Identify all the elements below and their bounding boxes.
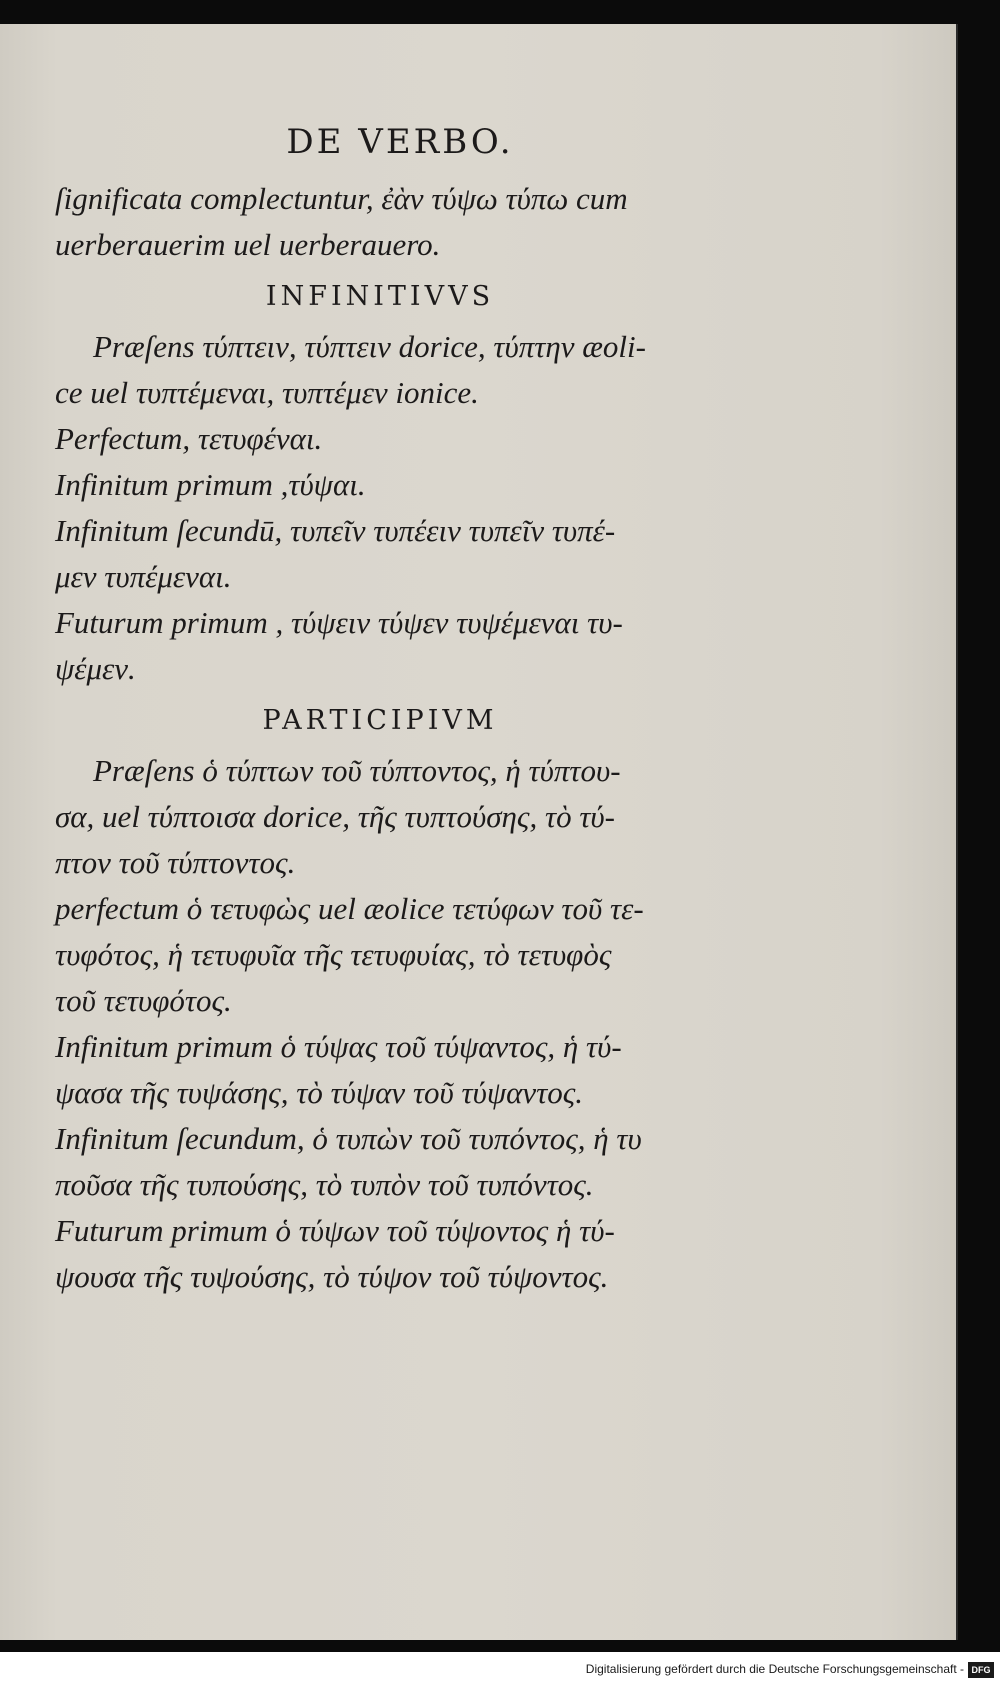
digitization-footer bbox=[0, 1652, 1000, 1682]
text-line: μεν τυπέμεναι. bbox=[55, 559, 232, 594]
text-line: Futurum primum ὁ τύψων τοῦ τύψοντος ἡ τύ- bbox=[55, 1213, 615, 1248]
text-line: Infinitum primum ὁ τύψας τοῦ τύψαντος, ἡ τύ- bbox=[55, 1029, 622, 1064]
text-line: τοῦ τετυφότος. bbox=[55, 983, 232, 1018]
text-line: ψουσα τῆς τυψούσης, τὸ τύψον τοῦ τύψοντος. bbox=[55, 1259, 609, 1294]
text-line: τυφότος, ἡ τετυφυῖα τῆς τετυφυίας, τὸ τετυφὸς bbox=[55, 937, 612, 972]
section-heading-infinitivus: INFINITIVVS bbox=[265, 281, 495, 312]
text-line: ποῦσα τῆς τυπούσης, τὸ τυπὸν τοῦ τυπόντος. bbox=[55, 1167, 594, 1202]
text-line: σα, uel τύπτοισα dorice, τῆς τυπτούσης, τὸ τύ- bbox=[55, 799, 615, 834]
text-line: Futurum primum , τύψειν τύψεν τυψέμεναι τυ- bbox=[55, 605, 623, 640]
funding-notice: Digitalisierung gefördert durch die Deutsche Forschungsgemeinschaft - bbox=[585, 1662, 964, 1676]
text-line: ce uel τυπτέμεναι, τυπτέμεν ionice. bbox=[55, 375, 479, 410]
book-page bbox=[0, 24, 958, 1640]
text-line: Præſens ὁ τύπτων τοῦ τύπτοντος, ἡ τύπτου- bbox=[93, 753, 621, 788]
section-heading-participium: PARTICIPIVM bbox=[262, 705, 498, 736]
running-head: DE VERBO. bbox=[286, 122, 514, 162]
text-line: πτον τοῦ τύπτοντος. bbox=[55, 845, 296, 880]
text-line: ψασα τῆς τυψάσης, τὸ τύψαν τοῦ τύψαντος. bbox=[55, 1075, 584, 1110]
text-line: perfectum ὁ τετυφὼς uel æolice τετύφων τοῦ τε- bbox=[55, 891, 644, 926]
text-line: uerberauerim uel uerberauero. bbox=[55, 227, 441, 262]
text-line: ψέμεν. bbox=[55, 651, 136, 686]
text-line: Infinitum primum ,τύψαι. bbox=[55, 467, 366, 502]
text-line: Infinitum ſecundū, τυπεῖν τυπέειν τυπεῖν τυπέ- bbox=[55, 513, 616, 548]
text-line: Infinitum ſecundum, ὁ τυπὼν τοῦ τυπόντος, ἡ τυ bbox=[55, 1121, 642, 1156]
dfg-logo: DFG bbox=[968, 1662, 994, 1678]
text-line: Præſens τύπτειν, τύπτειν dorice, τύπτην æoli- bbox=[93, 329, 646, 364]
text-line: Perfectum, τετυφέναι. bbox=[55, 421, 323, 456]
text-line: ſignificata complectuntur, ἐὰν τύψω τύπω cum bbox=[55, 181, 628, 216]
page-text-block bbox=[55, 122, 705, 1300]
